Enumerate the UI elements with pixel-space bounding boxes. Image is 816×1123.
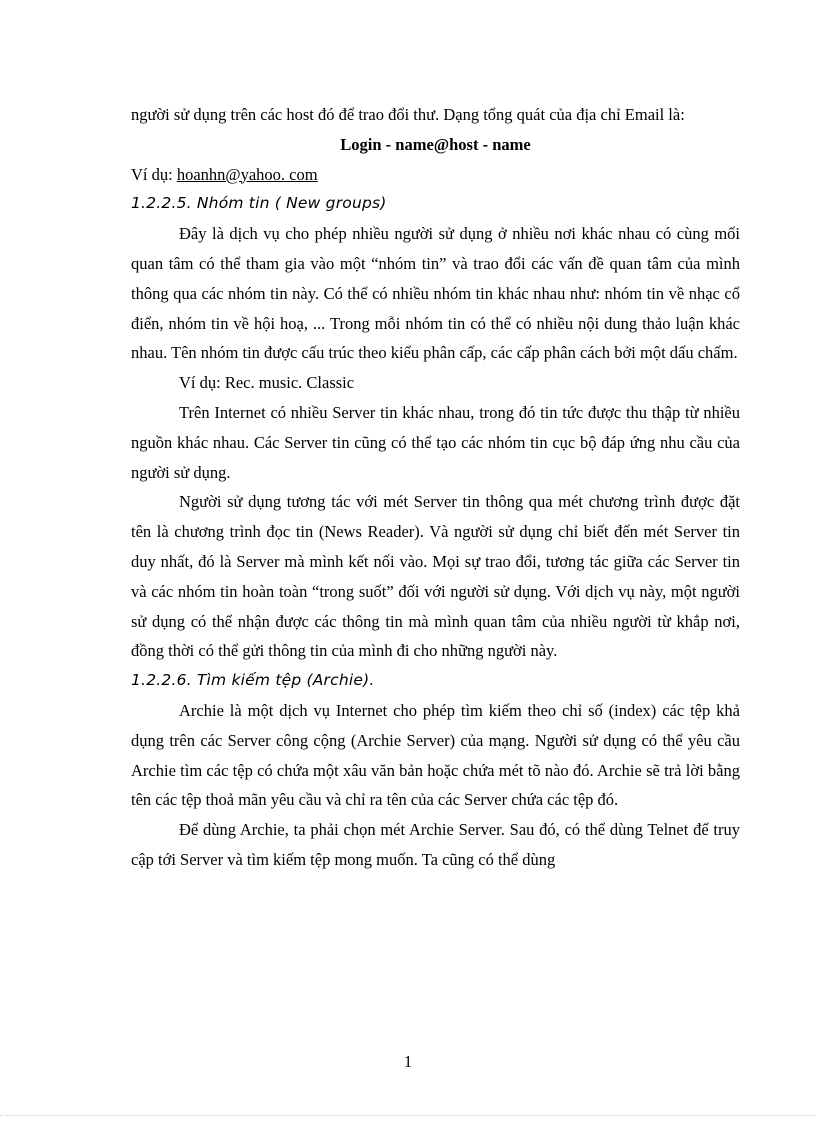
archie-paragraph-1: Archie là một dịch vụ Internet cho phép tìm kiếm theo chỉ số (index) các tệp khả dụng trên các Server công cộng (Archie Server) của mạng. Người sử dụng có thể yêu cầu Archie tìm các tệp có chứa một xâu văn bản hoặc chứa mét tõ nào đó. Archie sẽ trả lời bằng tên các tệp thoả mãn yêu cầu và chỉ ra tên của các Server chứa các tệp đó. — [131, 700, 740, 810]
newsgroups-paragraph-3: Người sử dụng tương tác với mét Server tin thông qua mét chương trình được đặt tên là chương trình đọc tin (News Reader). Và người sử dụng chỉ biết đến mét Server tin duy nhất, đó là Server mà mình kết nối vào. Mọi sự trao đổi, tương tác giữa các Server tin và các nhóm tin hoàn toàn “trong suốt” đối với người sử dụng. Với dịch vụ này, một người sử dụng có thể nhận được các thông tin mà mình quan tâm của nhiều người từ khắp nơi, đồng thời có thể gửi thông tin của mình đi cho những người này. — [131, 492, 740, 661]
email-example-line — [131, 160, 740, 190]
archie-paragraph-2: Để dùng Archie, ta phải chọn mét Archie Server. Sau đó, có thể dùng Telnet để truy cập tới Server và tìm kiếm tệp mong muốn. Ta cũng có thể dùng — [131, 820, 740, 869]
page-bottom-divider — [0, 1115, 816, 1116]
example-label: Ví dụ: — [131, 164, 177, 184]
newsgroups-paragraph-1: Đây là dịch vụ cho phép nhiều người sử dụng ở nhiều nơi khác nhau có cùng mối quan tâm có thể tham gia vào một “nhóm tin” và trao đổi các vấn đề quan tâm của mình thông qua các nhóm tin này. Có thể có nhiều nhóm tin khác nhau như: nhóm tin về nhạc cổ điển, nhóm tin về hội hoạ, ... Trong mỗi nhóm tin có thể có nhiều nội dung thảo luận khác nhau. Tên nhóm tin được cấu trúc theo kiểu phân cấp, các cấp phân cách bởi một dấu chấm. — [131, 224, 740, 363]
page-number: 1 — [403, 1052, 413, 1071]
page-body — [131, 100, 740, 875]
section-heading-newsgroups: 1.2.2.5. Nhóm tin ( New groups) — [131, 194, 387, 213]
example-email-link[interactable]: hoanhn@yahoo. com — [176, 164, 318, 184]
section-heading-archie: 1.2.2.6. Tìm kiếm tệp (Archie). — [131, 671, 375, 690]
newsgroups-paragraph-2: Trên Internet có nhiều Server tin khác nhau, trong đó tin tức được thu thập từ nhiều nguồn khác nhau. Các Server tin cũng có thể tạo các nhóm tin cục bộ đáp ứng nhu cầu của người sử dụng. — [131, 402, 740, 482]
intro-paragraph: người sử dụng trên các host đó để trao đổi thư. Dạng tổng quát của địa chỉ Email là: — [131, 105, 685, 124]
email-format-line: Login - name@host - name — [340, 134, 531, 154]
newsgroups-example: Ví dụ: Rec. music. Classic — [179, 373, 355, 393]
